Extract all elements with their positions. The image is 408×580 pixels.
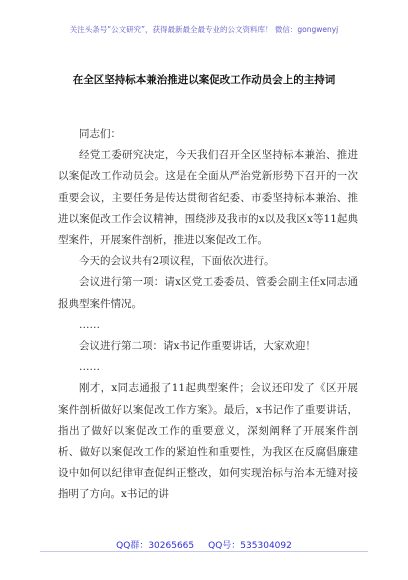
footer-divider	[40, 551, 368, 552]
salutation: 同志们：	[79, 128, 121, 140]
ellipsis-1: ……	[79, 318, 100, 331]
page-footer	[0, 538, 408, 551]
footer-qq-group: QQ群：30265665	[116, 541, 195, 551]
paragraph-item-two: 会议进行第二项：请x书记作重要讲话，大家欢迎！	[79, 340, 316, 353]
document-body	[58, 124, 358, 506]
footer-qq-number: QQ号：535304092	[208, 541, 292, 551]
ellipsis-2: ……	[79, 361, 100, 374]
document-title: 在全区坚持标本兼治推进以案促改工作动员会上的主持词	[72, 74, 336, 86]
paragraph-item-one: 会议进行第一项：请x区党工委委员、管委会副主任x同志通报典型案件情况。	[58, 276, 358, 310]
paragraph-intro: 经党工委研究决定，今天我们召开全区坚持标本兼治、推进以案促改工作动员会。这是在全面从严治党新形势下召开的一次重要会议，主要任务是传达贯彻省纪委、市委坚持标本兼治、推进以案促改工作会议精神，围绕涉及我市的x以及我区x等11起典型案件，开展案件剖析，推进以案促改工作。	[58, 149, 358, 247]
paragraph-agenda: 今天的会议共有2项议程，下面依次进行。	[79, 255, 275, 268]
paragraph-summary: 刚才，x同志通报了11起典型案件；会议还印发了《区开展案件剖析做好以案促改工作方案》。最后，x书记作了重要讲话，指出了做好以案促改工作的重要意义，深刻阐释了开展案件剖析、做好以案促改工作的紧迫性和重要性，为我区在反腐倡廉建设中如何以纪律审查促纠正整改，如何实现治标与治本无缝对接指明了方向。x书记的讲	[58, 382, 358, 501]
header-note: 关注头条号“公文研究”，获得最新最全最专业的公文资料库！ 微信：gongwenyj	[69, 25, 339, 34]
